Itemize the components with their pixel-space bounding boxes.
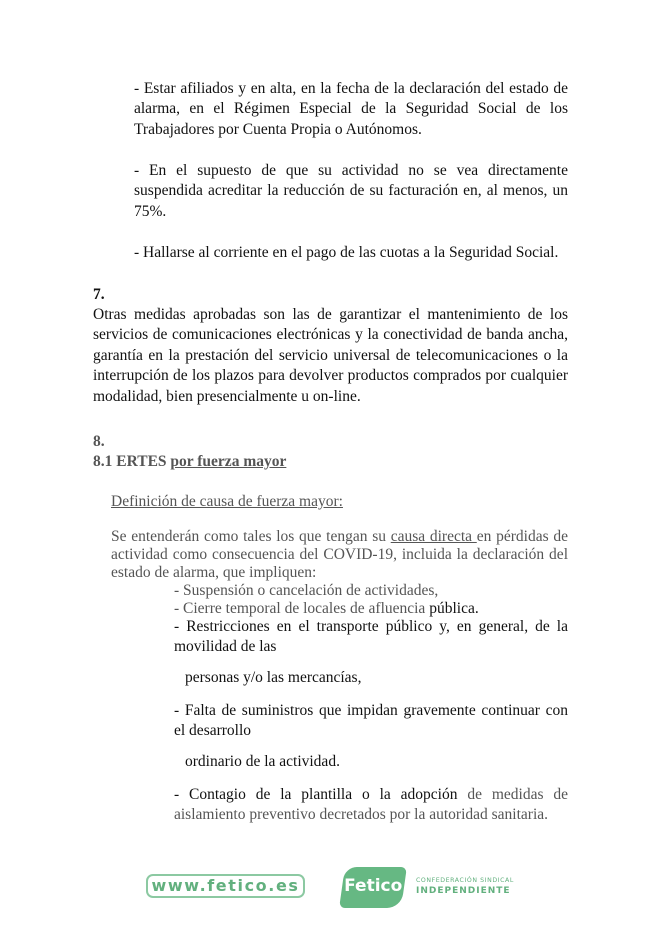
item-suministros: - Falta de suministros que impidan gravemente continuar con el desarrollo	[174, 702, 568, 740]
heading-prefix: 8.1 ERTES	[93, 453, 171, 470]
item-suministros-cont: ordinario de la actividad.	[185, 753, 340, 770]
bullet-cuotas: - Hallarse al corriente en el pago de las cuotas a la Seguridad Social.	[134, 244, 559, 261]
intro-underlined: causa directa	[390, 528, 477, 545]
fetico-logo-text: Fetico	[344, 876, 403, 896]
heading-underlined: por fuerza mayor	[170, 453, 287, 470]
definition-intro	[111, 528, 568, 582]
footer-website-link[interactable]: www.fetico.es	[146, 874, 305, 898]
intro-part1: Se entenderán como tales los que tengan su	[111, 528, 391, 545]
intro-part2: en pérdidas de actividad como consecuencia del COVID-19, incluida la declaración del estado de alarma, que impliquen:	[111, 528, 568, 581]
org-name-line1: CONFEDERACIÓN SINDICAL	[416, 877, 514, 884]
item-cierre-part1: - Cierre temporal de locales de afluencia	[174, 600, 430, 617]
org-name-line2: INDEPENDIENTE	[416, 886, 511, 896]
item-cierre	[174, 600, 479, 618]
fetico-logo	[339, 867, 407, 908]
bullet-afiliados: - Estar afiliados y en alta, en la fecha de la declaración del estado de alarma, en el Régimen Especial de la Seguridad Social de los Trabajadores por Cuenta Propia o Autónomos.	[134, 80, 568, 138]
item-contagio-part1: - Contagio de la plantilla o la adopción	[174, 786, 468, 803]
definition-title: Definición de causa de fuerza mayor:	[111, 493, 343, 510]
bullet-facturacion: - En el supuesto de que su actividad no se vea directamente suspendida acreditar la reducción de su facturación en, al menos, un 75%.	[134, 162, 568, 220]
section-7-text: Otras medidas aprobadas son las de garantizar el mantenimiento de los servicios de comunicaciones electrónicas y la conectividad de banda ancha, garantía en la prestación del servicio universal de telecomunicaciones o la interrupción de los plazos para devolver productos comprados por cualquier modalidad, bien presencialmente u on-line.	[93, 306, 568, 405]
item-cierre-part2: pública.	[429, 600, 479, 617]
item-contagio-part2: de medidas de aislamiento preventivo decretados por la autoridad sanitaria.	[174, 786, 568, 824]
item-restricciones-cont: personas y/o las mercancías,	[185, 669, 362, 686]
section-8-number: 8.	[93, 433, 105, 450]
section-7-number: 7.	[93, 286, 105, 303]
item-restricciones: - Restricciones en el transporte público y, en general, de la movilidad de las	[174, 618, 568, 656]
section-8-1-heading	[93, 452, 286, 472]
item-suspension: - Suspensión o cancelación de actividades,	[174, 582, 439, 599]
item-contagio	[174, 785, 568, 826]
